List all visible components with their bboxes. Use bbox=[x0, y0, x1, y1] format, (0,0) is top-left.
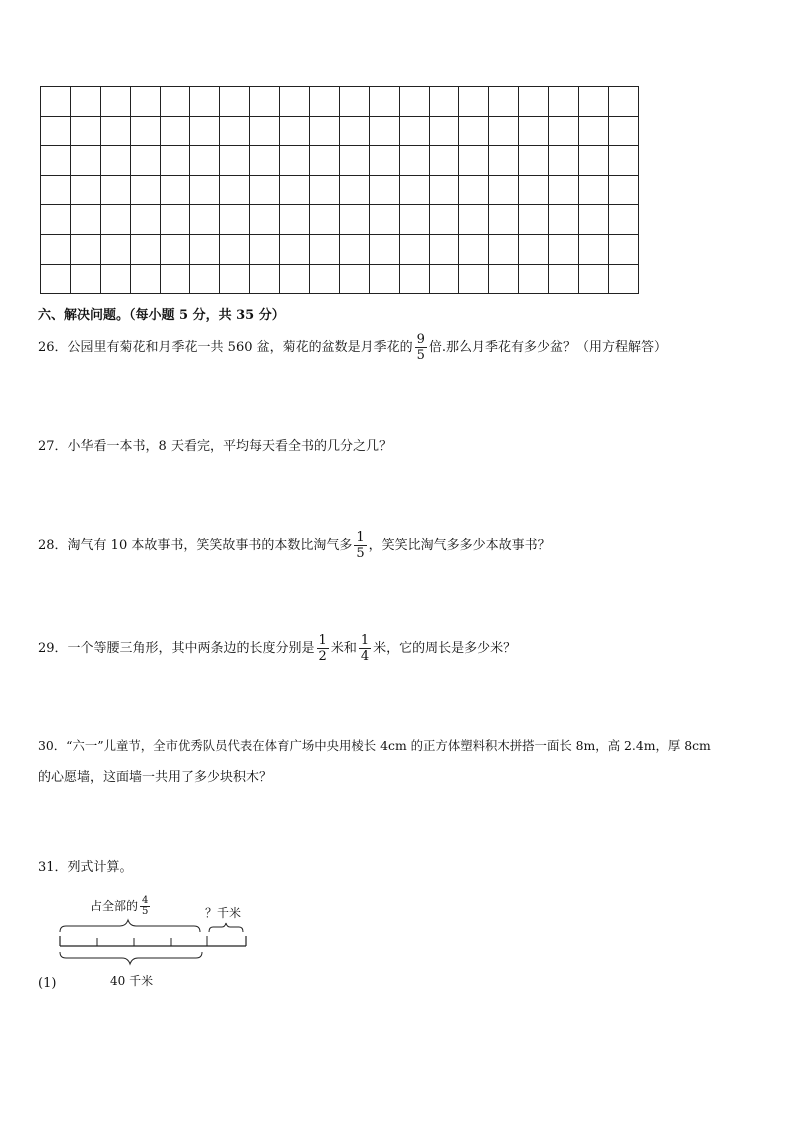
grid-cell bbox=[489, 175, 519, 205]
grid-row bbox=[41, 205, 639, 235]
sub-question-label: (1) bbox=[38, 976, 57, 991]
grid-cell bbox=[41, 146, 71, 176]
grid-cell bbox=[579, 234, 609, 264]
grid-cell bbox=[160, 146, 190, 176]
grid-cell bbox=[519, 87, 549, 117]
grid-cell bbox=[399, 264, 429, 294]
fraction-denominator: 5 bbox=[416, 348, 425, 363]
grid-cell bbox=[250, 146, 280, 176]
grid-cell bbox=[250, 205, 280, 235]
grid-cell bbox=[190, 205, 220, 235]
grid-cell bbox=[70, 116, 100, 146]
question-28 bbox=[38, 530, 551, 561]
grid-cell bbox=[429, 116, 459, 146]
grid-cell bbox=[399, 205, 429, 235]
grid-cell bbox=[459, 146, 489, 176]
grid-cell bbox=[220, 264, 250, 294]
grid-cell bbox=[220, 205, 250, 235]
grid-cell bbox=[369, 146, 399, 176]
known-part-brace bbox=[60, 920, 200, 932]
grid-cell bbox=[250, 116, 280, 146]
grid-cell bbox=[369, 234, 399, 264]
grid-cell bbox=[160, 234, 190, 264]
grid-row bbox=[41, 234, 639, 264]
grid-cell bbox=[608, 264, 638, 294]
grid-cell bbox=[130, 116, 160, 146]
grid-cell bbox=[70, 175, 100, 205]
grid-cell bbox=[280, 175, 310, 205]
grid-cell bbox=[280, 234, 310, 264]
grid-cell bbox=[130, 146, 160, 176]
grid-cell bbox=[41, 234, 71, 264]
grid-cell bbox=[608, 234, 638, 264]
fraction-nine-fifths bbox=[415, 332, 427, 363]
question-29 bbox=[38, 633, 516, 664]
grid-cell bbox=[549, 146, 579, 176]
grid-cell bbox=[310, 205, 340, 235]
fraction-numerator: 1 bbox=[356, 530, 365, 545]
grid-cell bbox=[429, 234, 459, 264]
grid-cell bbox=[130, 205, 160, 235]
grid-cell bbox=[519, 146, 549, 176]
diagram-question-label: ？千米 bbox=[205, 906, 242, 920]
question-28-text-pre: 28．淘气有 10 本故事书，笑笑故事书的本数比淘气多 bbox=[38, 538, 353, 553]
grid-cell bbox=[579, 87, 609, 117]
diagram-top-label bbox=[90, 896, 152, 917]
grid-cell bbox=[41, 87, 71, 117]
grid-cell bbox=[608, 205, 638, 235]
grid-row bbox=[41, 175, 639, 205]
grid-cell bbox=[579, 205, 609, 235]
grid-cell bbox=[459, 87, 489, 117]
grid-cell bbox=[280, 264, 310, 294]
grid-cell bbox=[549, 87, 579, 117]
grid-cell bbox=[310, 234, 340, 264]
question-29-text-mid: 米和 bbox=[330, 641, 357, 656]
grid-cell bbox=[130, 87, 160, 117]
diagram-bottom-label: 40 千米 bbox=[110, 974, 154, 988]
grid-cell bbox=[429, 175, 459, 205]
fraction-numerator: 1 bbox=[318, 633, 327, 648]
grid-cell bbox=[608, 87, 638, 117]
grid-cell bbox=[70, 264, 100, 294]
grid-cell bbox=[280, 116, 310, 146]
grid-cell bbox=[339, 146, 369, 176]
grid-cell bbox=[160, 116, 190, 146]
grid-cell bbox=[339, 116, 369, 146]
grid-cell bbox=[190, 116, 220, 146]
question-27: 27．小华看一本书，8 天看完，平均每天看全书的几分之几？ bbox=[38, 439, 392, 454]
grid-cell bbox=[339, 175, 369, 205]
grid-cell bbox=[160, 87, 190, 117]
grid-cell bbox=[190, 264, 220, 294]
grid-cell bbox=[369, 175, 399, 205]
grid-cell bbox=[399, 87, 429, 117]
section-title: 六、解决问题。（每小题 5 分，共 35 分） bbox=[38, 308, 285, 323]
grid-cell bbox=[549, 264, 579, 294]
grid-cell bbox=[310, 264, 340, 294]
grid-cell bbox=[220, 234, 250, 264]
fraction-denominator: 5 bbox=[142, 906, 149, 917]
grid-cell bbox=[220, 175, 250, 205]
diagram-top-label-text: 占全部的 bbox=[90, 899, 139, 913]
grid-cell bbox=[339, 205, 369, 235]
grid-cell bbox=[130, 175, 160, 205]
grid-cell bbox=[41, 175, 71, 205]
grid-cell bbox=[100, 205, 130, 235]
question-28-text-post: ，笑笑比淘气多多少本故事书？ bbox=[368, 538, 551, 553]
grid-cell bbox=[310, 116, 340, 146]
grid-cell bbox=[41, 264, 71, 294]
grid-cell bbox=[579, 116, 609, 146]
grid-row bbox=[41, 146, 639, 176]
grid-cell bbox=[608, 116, 638, 146]
grid-cell bbox=[489, 146, 519, 176]
diagram-drawing bbox=[52, 918, 272, 998]
fraction-four-fifths bbox=[140, 896, 150, 917]
grid-cell bbox=[579, 146, 609, 176]
grid-cell bbox=[41, 116, 71, 146]
grid-cell bbox=[429, 87, 459, 117]
grid-cell bbox=[489, 116, 519, 146]
fraction-numerator: 1 bbox=[360, 633, 370, 648]
grid-cell bbox=[280, 87, 310, 117]
grid-cell bbox=[70, 87, 100, 117]
grid-cell bbox=[399, 146, 429, 176]
grid-cell bbox=[339, 234, 369, 264]
grid-cell bbox=[549, 234, 579, 264]
grid-cell bbox=[459, 116, 489, 146]
grid-cell bbox=[399, 234, 429, 264]
grid-cell bbox=[549, 116, 579, 146]
question-26 bbox=[38, 332, 667, 363]
question-30-line-1: 30．“六一”儿童节，全市优秀队员代表在体育广场中央用棱长 4cm 的正方体塑料积木拼搭一面长 8m，高 2.4m，厚 8cm bbox=[38, 738, 711, 753]
grid-cell bbox=[369, 264, 399, 294]
grid-cell bbox=[339, 87, 369, 117]
grid-cell bbox=[130, 264, 160, 294]
grid-cell bbox=[190, 234, 220, 264]
question-26-text-pre: 26．公园里有菊花和月季花一共 560 盆，菊花的盆数是月季花的 bbox=[38, 340, 413, 355]
grid-cell bbox=[549, 205, 579, 235]
grid-cell bbox=[339, 264, 369, 294]
question-31: 31．列式计算。 bbox=[38, 860, 133, 875]
grid-cell bbox=[41, 205, 71, 235]
grid-cell bbox=[250, 234, 280, 264]
question-29-text-pre: 29．一个等腰三角形，其中两条边的长度分别是 bbox=[38, 641, 315, 656]
grid-cell bbox=[160, 205, 190, 235]
grid-cell bbox=[399, 175, 429, 205]
grid-cell bbox=[100, 175, 130, 205]
question-26-text-post: 倍.那么月季花有多少盆？（用方程解答） bbox=[428, 340, 668, 355]
grid-cell bbox=[459, 234, 489, 264]
grid-cell bbox=[608, 175, 638, 205]
grid-row bbox=[41, 116, 639, 146]
grid-cell bbox=[310, 146, 340, 176]
grid-cell bbox=[489, 205, 519, 235]
total-brace bbox=[60, 952, 202, 964]
grid-cell bbox=[160, 264, 190, 294]
fraction-numerator: 4 bbox=[142, 895, 149, 906]
grid-cell bbox=[369, 205, 399, 235]
grid-cell bbox=[130, 234, 160, 264]
grid-cell bbox=[429, 146, 459, 176]
grid-cell bbox=[250, 87, 280, 117]
grid-cell bbox=[519, 175, 549, 205]
grid-cell bbox=[489, 234, 519, 264]
grid-cell bbox=[459, 264, 489, 294]
grid-cell bbox=[310, 175, 340, 205]
grid-cell bbox=[579, 175, 609, 205]
grid-cell bbox=[250, 175, 280, 205]
grid-cell bbox=[489, 264, 519, 294]
answer-grid bbox=[40, 86, 639, 294]
grid-cell bbox=[70, 234, 100, 264]
grid-cell bbox=[100, 87, 130, 117]
grid-cell bbox=[190, 146, 220, 176]
fraction-one-half bbox=[317, 633, 329, 664]
grid-cell bbox=[608, 146, 638, 176]
question-30-line-2: 的心愿墙，这面墙一共用了多少块积木？ bbox=[38, 770, 273, 785]
fraction-one-quarter bbox=[359, 633, 371, 664]
grid-cell bbox=[100, 234, 130, 264]
grid-cell bbox=[100, 264, 130, 294]
grid-cell bbox=[519, 264, 549, 294]
grid-cell bbox=[459, 205, 489, 235]
grid-row bbox=[41, 264, 639, 294]
grid-cell bbox=[579, 264, 609, 294]
grid-cell bbox=[519, 234, 549, 264]
grid-cell bbox=[190, 175, 220, 205]
grid-cell bbox=[459, 175, 489, 205]
unknown-part-brace bbox=[209, 923, 243, 932]
fraction-denominator: 2 bbox=[318, 649, 327, 664]
fraction-denominator: 4 bbox=[360, 649, 370, 664]
line-segment-diagram bbox=[52, 892, 272, 1002]
grid-cell bbox=[220, 146, 250, 176]
grid-cell bbox=[519, 205, 549, 235]
grid-cell bbox=[280, 146, 310, 176]
grid-cell bbox=[369, 87, 399, 117]
grid-cell bbox=[369, 116, 399, 146]
grid-cell bbox=[399, 116, 429, 146]
grid-cell bbox=[280, 205, 310, 235]
fraction-numerator: 9 bbox=[416, 332, 425, 347]
grid-cell bbox=[489, 87, 519, 117]
grid-cell bbox=[429, 264, 459, 294]
grid-cell bbox=[160, 175, 190, 205]
fraction-one-fifth bbox=[354, 530, 366, 561]
grid-cell bbox=[190, 87, 220, 117]
grid-cell bbox=[250, 264, 280, 294]
grid-cell bbox=[70, 146, 100, 176]
fraction-denominator: 5 bbox=[356, 546, 365, 561]
grid-cell bbox=[310, 87, 340, 117]
question-29-text-post: 米，它的周长是多少米？ bbox=[373, 641, 517, 656]
grid-cell bbox=[70, 205, 100, 235]
grid-cell bbox=[100, 116, 130, 146]
grid-cell bbox=[220, 116, 250, 146]
grid-cell bbox=[220, 87, 250, 117]
grid-cell bbox=[429, 205, 459, 235]
grid-cell bbox=[100, 146, 130, 176]
grid-cell bbox=[549, 175, 579, 205]
grid-cell bbox=[519, 116, 549, 146]
grid-row bbox=[41, 87, 639, 117]
